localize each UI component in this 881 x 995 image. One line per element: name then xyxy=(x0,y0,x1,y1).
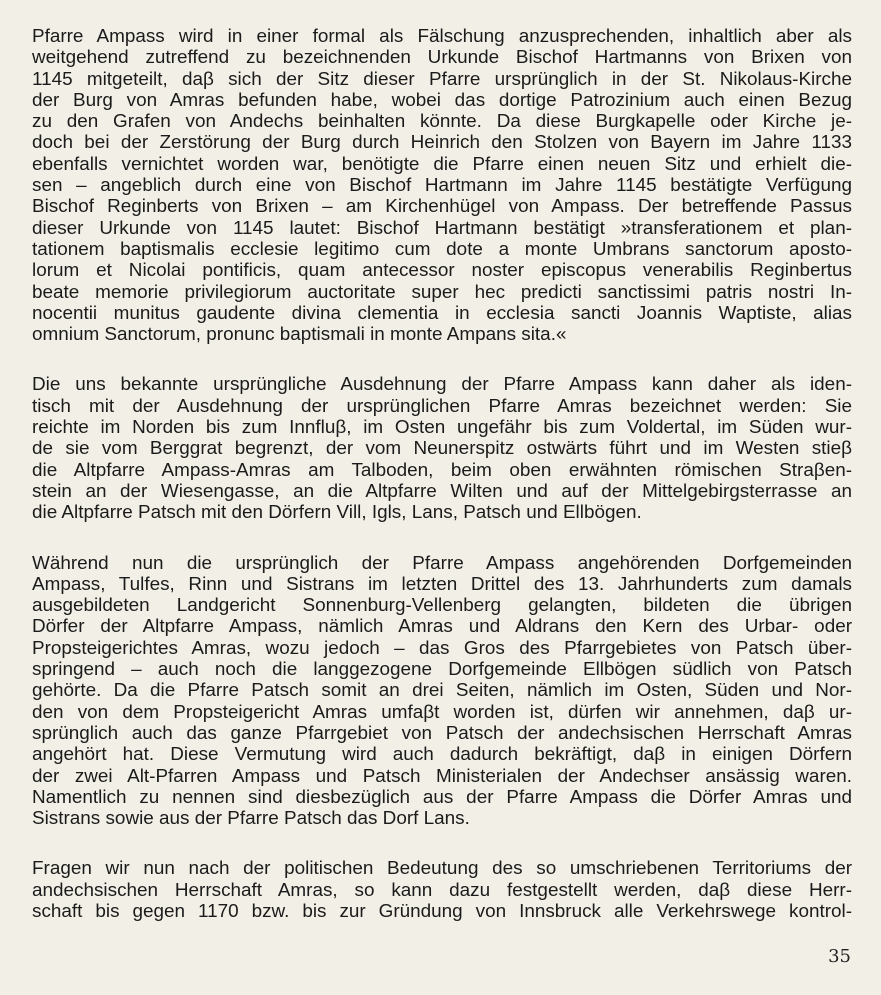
text-line: Fragen wir nun nach der politischen Bedeutung des so umschriebenen Territoriums der xyxy=(32,858,852,880)
text-line: den von dem Propsteigericht Amras umfaβt worden ist, dürfen wir annehmen, daβ ur- xyxy=(32,701,852,723)
text-line: nocentii munitus gaudente divina clementia in ecclesia sancti Joannis Waptiste, alias xyxy=(32,302,852,324)
text-line: der zwei Alt-Pfarren Ampass und Patsch Ministerialen der Andechser ansässig waren. xyxy=(32,765,852,787)
text-line: gehörte. Da die Pfarre Patsch somit an drei Seiten, nämlich im Osten, Süden und Nor- xyxy=(32,680,852,702)
text-line: Sistrans sowie aus der Pfarre Patsch das Dorf Lans. xyxy=(32,808,470,830)
text-line: die Altpfarre Patsch mit den Dörfern Vill, Igls, Lans, Patsch und Ellbögen. xyxy=(32,502,642,524)
text-line: angehört hat. Diese Vermutung wird auch dadurch bekräftigt, daβ in einigen Dörfern xyxy=(32,744,852,766)
text-line: Die uns bekannte ursprüngliche Ausdehnung der Pfarre Ampass kann daher als iden- xyxy=(32,374,852,396)
paragraph-3 xyxy=(32,553,852,830)
text-line: der Burg von Amras befunden habe, wobei das dortige Patrozinium auch einen Bezug xyxy=(32,89,852,111)
text-line: Bischof Reginberts von Brixen – am Kirchenhügel von Ampass. Der betreffende Passus xyxy=(32,196,852,218)
text-line: Namentlich zu nennen sind diesbezüglich aus der Pfarre Ampass die Dörfer Amras und xyxy=(32,786,852,808)
text-line: sen – angeblich durch eine von Bischof Hartmann im Jahre 1145 bestätigte Verfügung xyxy=(32,175,852,197)
text-line: die Altpfarre Ampass-Amras am Talboden, beim oben erwähnten römischen Straβen- xyxy=(32,459,852,481)
text-line: lorum et Nicolai pontificis, quam antecessor noster episcopus venerabilis Reginbertus xyxy=(32,260,852,282)
text-line: weitgehend zutreffend zu bezeichnenden Urkunde Bischof Hartmanns von Brixen von xyxy=(32,47,852,69)
text-line: beate memorie privilegiorum auctoritate super hec predicti sanctissimi patris nostri In- xyxy=(32,281,852,303)
text-line: ausgebildeten Landgericht Sonnenburg-Vellenberg gelangten, bildeten die übrigen xyxy=(32,595,852,617)
text-line: sprünglich auch das ganze Pfarrgebiet von Patsch der andechsischen Herrschaft Amras xyxy=(32,722,852,744)
text-line: schaft bis gegen 1170 bzw. bis zur Gründung von Innsbruck alle Verkehrswege kontrol- xyxy=(32,900,852,922)
text-line: reichte im Norden bis zum Innfluβ, im Osten ungefähr bis zum Voldertal, im Süden wur- xyxy=(32,417,852,439)
text-line: omnium Sanctorum, pronunc baptismali in monte Ampans sita.« xyxy=(32,324,567,346)
text-line: Pfarre Ampass wird in einer formal als Fälschung anzusprechenden, inhaltlich aber als xyxy=(32,26,852,47)
body-text xyxy=(32,26,852,951)
paragraph-2 xyxy=(32,374,852,523)
text-line: dieser Urkunde von 1145 lautet: Bischof Hartmann bestätigt »transferationem et plan- xyxy=(32,217,852,239)
text-line: stein an der Wiesengasse, an die Altpfarre Wilten und auf der Mittelgebirgsterrasse an xyxy=(32,480,852,502)
text-line: Dörfer der Altpfarre Ampass, nämlich Amras und Aldrans den Kern des Urbar- oder xyxy=(32,616,852,638)
text-line: springend – auch noch die langgezogene Dorfgemeinde Ellbögen südlich von Patsch xyxy=(32,659,852,681)
text-line: andechsischen Herrschaft Amras, so kann dazu festgestellt werden, daβ diese Herr- xyxy=(32,879,852,901)
text-line: doch bei der Zerstörung der Burg durch Heinrich den Stolzen von Bayern im Jahre 1133 xyxy=(32,132,852,154)
text-line: ebenfalls vernichtet worden war, benötigte die Pfarre einen neuen Sitz und erhielt die- xyxy=(32,153,852,175)
text-line: zu den Grafen von Andechs beinhalten könnte. Da diese Burgkapelle oder Kirche je- xyxy=(32,111,852,133)
paragraph-1 xyxy=(32,26,852,345)
text-line: tationem baptismalis ecclesie legitimo cum dote a monte Umbrans sanctorum aposto- xyxy=(32,238,852,260)
text-line: 1145 mitgeteilt, daβ sich der Sitz dieser Pfarre ursprünglich in der St. Nikolaus-Kirche xyxy=(32,68,852,90)
text-line: Ampass, Tulfes, Rinn und Sistrans im letzten Drittel des 13. Jahrhunderts zum damals xyxy=(32,573,852,595)
text-line: de sie vom Berggrat begrenzt, der vom Neunerspitz ostwärts führt und im Westen stieβ xyxy=(32,438,852,460)
page-number: 35 xyxy=(828,946,851,967)
text-line: Propsteigerichtes Amras, wozu jedoch – das Gros des Pfarrgebietes von Patsch über- xyxy=(32,637,852,659)
text-line: tisch mit der Ausdehnung der ursprünglichen Pfarre Amras bezeichnet werden: Sie xyxy=(32,395,852,417)
text-line: Während nun die ursprünglich der Pfarre Ampass angehörenden Dorfgemeinden xyxy=(32,552,852,574)
paragraph-4 xyxy=(32,858,852,922)
